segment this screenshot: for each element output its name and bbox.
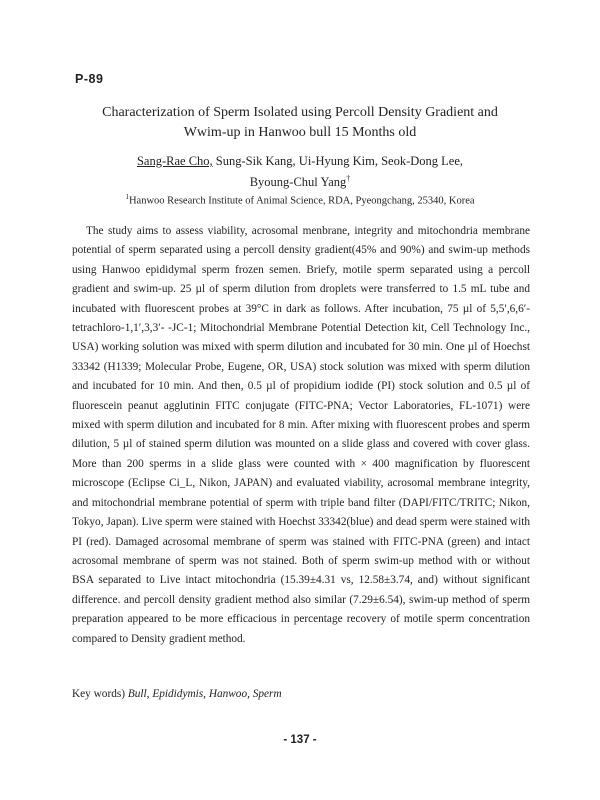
- corresponding-author: Byoung-Chul Yang: [249, 175, 347, 190]
- author-line-2: [60, 170, 540, 191]
- affiliation-text: Hanwoo Research Institute of Animal Science, RDA, Pyeongchang, 25340, Korea: [128, 195, 475, 207]
- keywords-label: Key words): [72, 688, 128, 700]
- co-authors: Sung-Sik Kang, Ui-Hyung Kim, Seok-Dong Lee,: [212, 154, 463, 168]
- affiliation-mark: 1: [125, 193, 129, 201]
- page-code: P-89: [75, 72, 104, 86]
- page-number: - 137 -: [283, 734, 317, 746]
- corresponding-mark: †: [346, 174, 351, 183]
- title-line-1: Characterization of Sperm Isolated using Percoll Density Gradient and: [102, 105, 498, 120]
- presenting-author: Sang-Rae Cho,: [136, 154, 213, 168]
- paper-title: [60, 103, 540, 143]
- author-list: [60, 152, 540, 191]
- affiliation: [60, 190, 540, 209]
- abstract-body: The study aims to assess viability, acrosomal menbrane, integrity and mitochondria membrane potential of sperm separated using a percoll density gradient(45% and 90%) and swim-up methods using Hanwoo epididymal sperm frozen semen. Briefy, motile sperm separated using a percoll gradient and swim-up. 25 µl of sperm dilution from droplets were transferred to 1.5 mL tube and incubated with fluorescent probes at 39°C in dark as follows. After incubation, 75 µl of 5,5′,6,6′-tetrachloro-1,1′,3,3′- -JC-1; Mitochondrial Membrane Potential Detection kit, Cell Technology Inc., USA) working solution was mixed with sperm dilution and incubated for 30 min. One µl of Hoechst 33342 (H1339; Molecular Probe, Eugene, OR, USA) stock solution was mixed with sperm dilution and incubated for 10 min. And then, 0.5 µl of propidium iodide (PI) stock solution and 0.5 µl of fluorescein peanut agglutinin FITC conjugate (FITC-PNA; Vector Laboratories, FL-1071) were mixed with sperm dilution and incubated for 8 min. After mixing with fluorescent probes and sperm dilution, 5 µl of stained sperm dilution was mounted on a slide glass and covered with cover glass. More than 200 sperms in a slide glass were counted with × 400 magnification by fluorescent microscope (Eclipse Ci_L, Nikon, JAPAN) and evaluated viability, acrosomal membrane integrity, and mitochondrial membrane potential of sperm with triple band filter (DAPI/FITC/TRITC; Nikon, Tokyo, Japan). Live sperm were stained with Hoechst 33342(blue) and dead sperm were stained with PI (red). Damaged acrosomal membrane of sperm was stained with FITC-PNA (green) and intact acrosomal membrane of sperm was not stained. Both of sperm swim-up method with or without BSA separated to Live intact mitochondria (15.39±4.31 vs, 12.58±3.74, and) without significant difference. and percoll density gradient method also similar (7.29±6.54), swim-up method of sperm preparation appeared to be more efficacious in percentage recovery of motile sperm concentration compared to Density gradient method.: [72, 225, 530, 645]
- keywords-terms: Bull, Epididymis, Hanwoo, Sperm: [127, 688, 282, 700]
- author-line-1: [60, 152, 540, 170]
- keywords: [72, 686, 282, 702]
- title-line-2: Wwim-up in Hanwoo bull 15 Months old: [183, 125, 417, 140]
